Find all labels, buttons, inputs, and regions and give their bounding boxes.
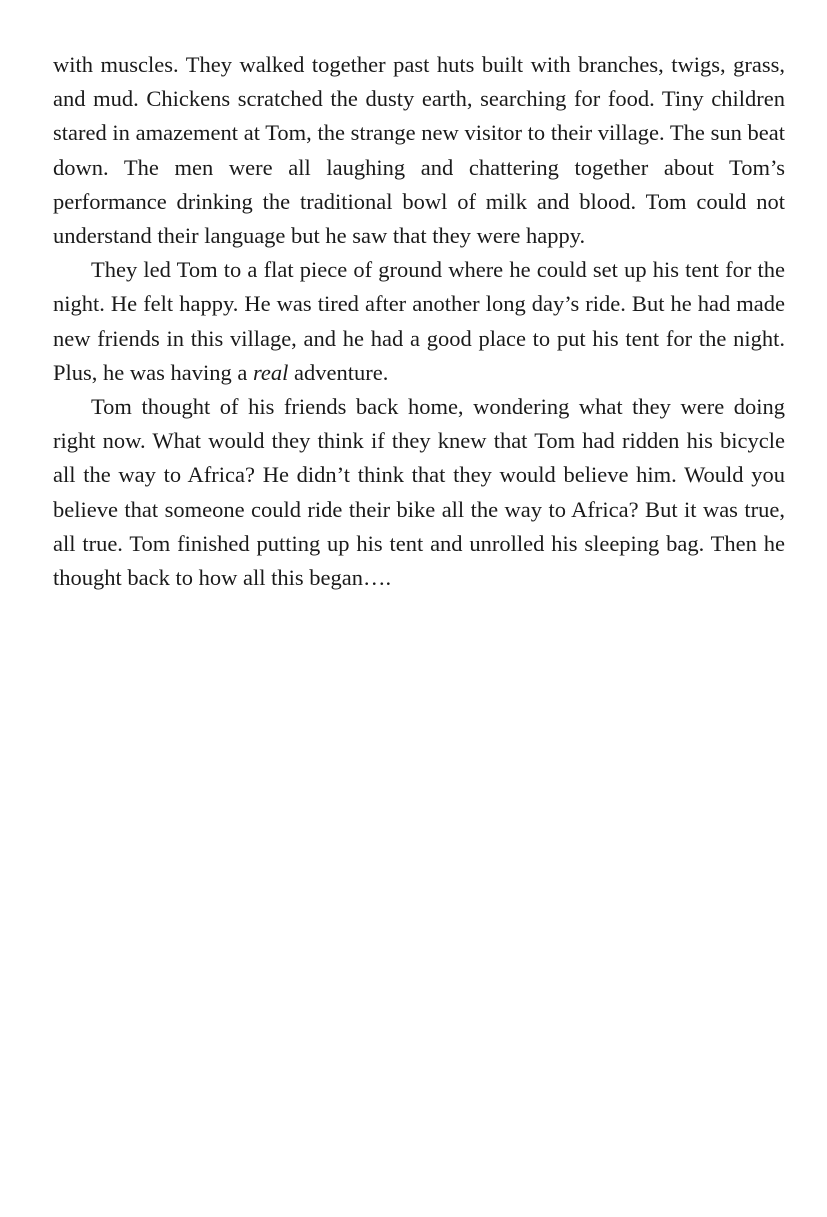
paragraph-2 <box>53 253 785 390</box>
paragraph-2-text-before: They led Tom to a flat piece of ground where he could set up his tent for the night. He felt happy. He was tired after another long day’s ride. But he had made new friends in this village, and he had a good place to put his tent for the night. Plus, he was having a <box>53 257 785 385</box>
book-page <box>53 48 785 595</box>
paragraph-1: with muscles. They walked together past huts built with branches, twigs, grass, and mud. Chickens scratched the dusty earth, searching for food. Tiny children stared in amazement at Tom, the strange new visitor to their village. The sun beat down. The men were all laughing and chattering together about Tom’s performance drinking the traditional bowl of milk and blood. Tom could not understand their language but he saw that they were happy. <box>53 52 785 249</box>
paragraph-3: Tom thought of his friends back home, wondering what they were doing right now. What would they think if they knew that Tom had ridden his bicycle all the way to Africa? He didn’t think that they would believe him. Would you believe that someone could ride their bike all the way to Africa? But it was true, all true. Tom finished putting up his tent and unrolled his sleeping bag. Then he thought back to how all this began…. <box>53 394 785 591</box>
paragraph-2-text-after: adventure. <box>288 359 389 385</box>
paragraph-2-emphasis: real <box>252 359 289 385</box>
